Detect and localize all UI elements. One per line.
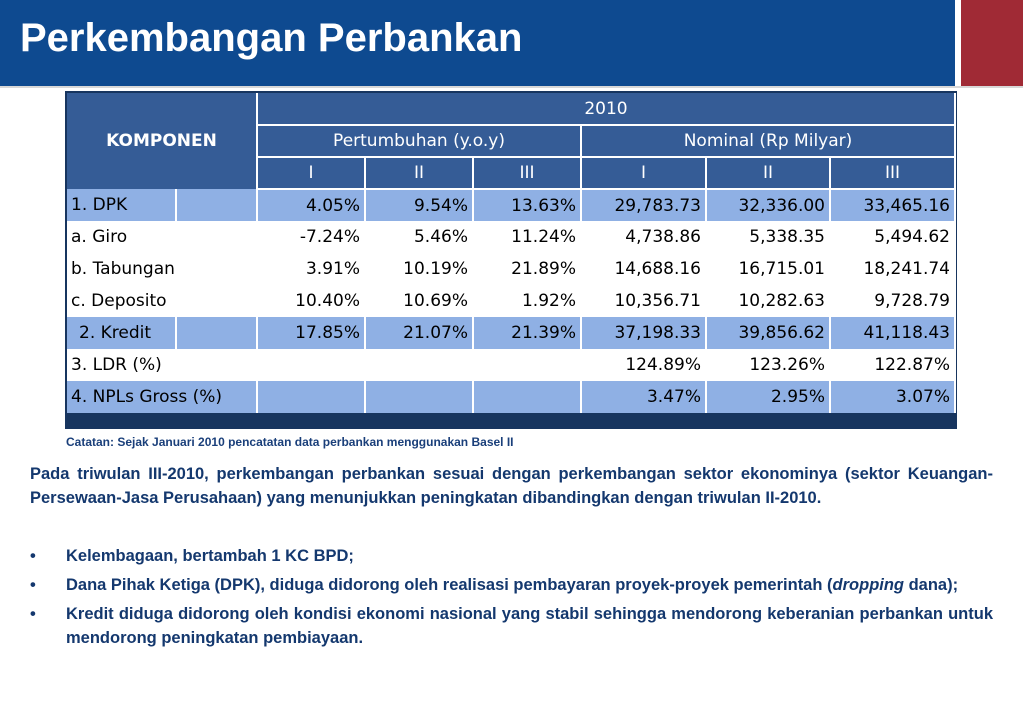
table-row: [67, 285, 955, 317]
bullet-marker: •: [30, 605, 36, 623]
table-cell: 3.91%: [257, 253, 365, 285]
table-cell: 41,118.43: [830, 317, 955, 349]
table-row: [67, 381, 955, 413]
table-cell: 5,494.62: [830, 221, 955, 253]
bullet-text: Kredit diduga didorong oleh kondisi ekonomi nasional yang stabil sehingga mendorong keberanian perbankan untuk mendorong peningkatan pembiayaan.: [66, 605, 993, 647]
table-cell: 10,356.71: [581, 285, 706, 317]
table-cell: 123.26%: [706, 349, 830, 381]
table-cell: [365, 349, 473, 381]
title-divider: [0, 86, 1023, 88]
header-year: 2010: [257, 93, 955, 125]
bullet-text: Dana Pihak Ketiga (DPK), diduga didorong oleh realisasi pembayaran proyek-proyek pemerintah (: [66, 576, 833, 594]
list-item: [30, 544, 993, 568]
header-quarter: I: [257, 157, 365, 189]
table-note: Catatan: Sejak Januari 2010 pencatatan data perbankan menggunakan Basel II: [66, 435, 514, 449]
empty-cell: [176, 317, 257, 349]
table-cell: 10.40%: [257, 285, 365, 317]
table-cell: 3.47%: [581, 381, 706, 413]
table-cell: 9,728.79: [830, 285, 955, 317]
table-cell: 4,738.86: [581, 221, 706, 253]
table-row: [67, 221, 955, 253]
table-cell: 5,338.35: [706, 221, 830, 253]
row-label: 1. DPK: [67, 189, 176, 221]
bullet-marker: •: [30, 547, 36, 565]
table-cell: 14,688.16: [581, 253, 706, 285]
bullet-text: dana);: [904, 576, 959, 594]
summary-paragraph: Pada triwulan III-2010, perkembangan perbankan sesuai dengan perkembangan sektor ekonominya (sektor Keuangan-Persewaan-Jasa Perusahaan) yang menunjukkan peningkatan dibandingkan dengan triwulan II-2010.: [30, 465, 993, 507]
table-cell: 21.39%: [473, 317, 581, 349]
table-cell: 2.95%: [706, 381, 830, 413]
table-cell: 1.92%: [473, 285, 581, 317]
table-cell: 18,241.74: [830, 253, 955, 285]
header-nominal: Nominal (Rp Milyar): [581, 125, 955, 157]
table-cell: [473, 349, 581, 381]
table-cell: [257, 381, 365, 413]
header-komponen: KOMPONEN: [67, 93, 257, 189]
table-cell: 124.89%: [581, 349, 706, 381]
row-label: c. Deposito: [67, 285, 257, 317]
table-cell: 21.07%: [365, 317, 473, 349]
table-cell: 3.07%: [830, 381, 955, 413]
bullet-list: [30, 544, 993, 655]
bullet-marker: •: [30, 576, 36, 594]
table-cell: 10.19%: [365, 253, 473, 285]
row-label: 2. Kredit: [67, 317, 176, 349]
table-row: [67, 317, 955, 349]
table-cell: 16,715.01: [706, 253, 830, 285]
data-table-frame: [65, 91, 957, 429]
header-growth: Pertumbuhan (y.o.y): [257, 125, 581, 157]
table-cell: 37,198.33: [581, 317, 706, 349]
table-row: [67, 253, 955, 285]
row-label: b. Tabungan: [67, 253, 257, 285]
table-cell: 39,856.62: [706, 317, 830, 349]
list-item: [30, 602, 993, 650]
row-label: a. Giro: [67, 221, 257, 253]
table-cell: 10,282.63: [706, 285, 830, 317]
table-cell: [365, 381, 473, 413]
table-row: [67, 349, 955, 381]
table-cell: 32,336.00: [706, 189, 830, 221]
empty-cell: [176, 189, 257, 221]
header-quarter: I: [581, 157, 706, 189]
table-cell: 17.85%: [257, 317, 365, 349]
header-quarter: III: [473, 157, 581, 189]
table-cell: 5.46%: [365, 221, 473, 253]
page-title: Perkembangan Perbankan: [20, 16, 523, 60]
table-cell: [473, 381, 581, 413]
header-quarter: II: [365, 157, 473, 189]
list-item: [30, 573, 993, 597]
table-cell: -7.24%: [257, 221, 365, 253]
row-label: 3. LDR (%): [67, 349, 257, 381]
table-cell: 4.05%: [257, 189, 365, 221]
row-label: 4. NPLs Gross (%): [67, 381, 257, 413]
table-cell: 13.63%: [473, 189, 581, 221]
table-cell: 21.89%: [473, 253, 581, 285]
accent-bar: [961, 0, 1023, 86]
bullet-text: Kelembagaan, bertambah 1 KC BPD;: [66, 547, 354, 565]
banking-data-table: [67, 93, 956, 413]
table-cell: 9.54%: [365, 189, 473, 221]
bullet-emphasis: dropping: [832, 576, 905, 594]
table-cell: 11.24%: [473, 221, 581, 253]
header-quarter: II: [706, 157, 830, 189]
table-cell: 33,465.16: [830, 189, 955, 221]
table-cell: 10.69%: [365, 285, 473, 317]
table-cell: 29,783.73: [581, 189, 706, 221]
table-cell: 122.87%: [830, 349, 955, 381]
table-row: [67, 189, 955, 221]
table-cell: [257, 349, 365, 381]
title-bar: [0, 0, 955, 86]
header-quarter: III: [830, 157, 955, 189]
